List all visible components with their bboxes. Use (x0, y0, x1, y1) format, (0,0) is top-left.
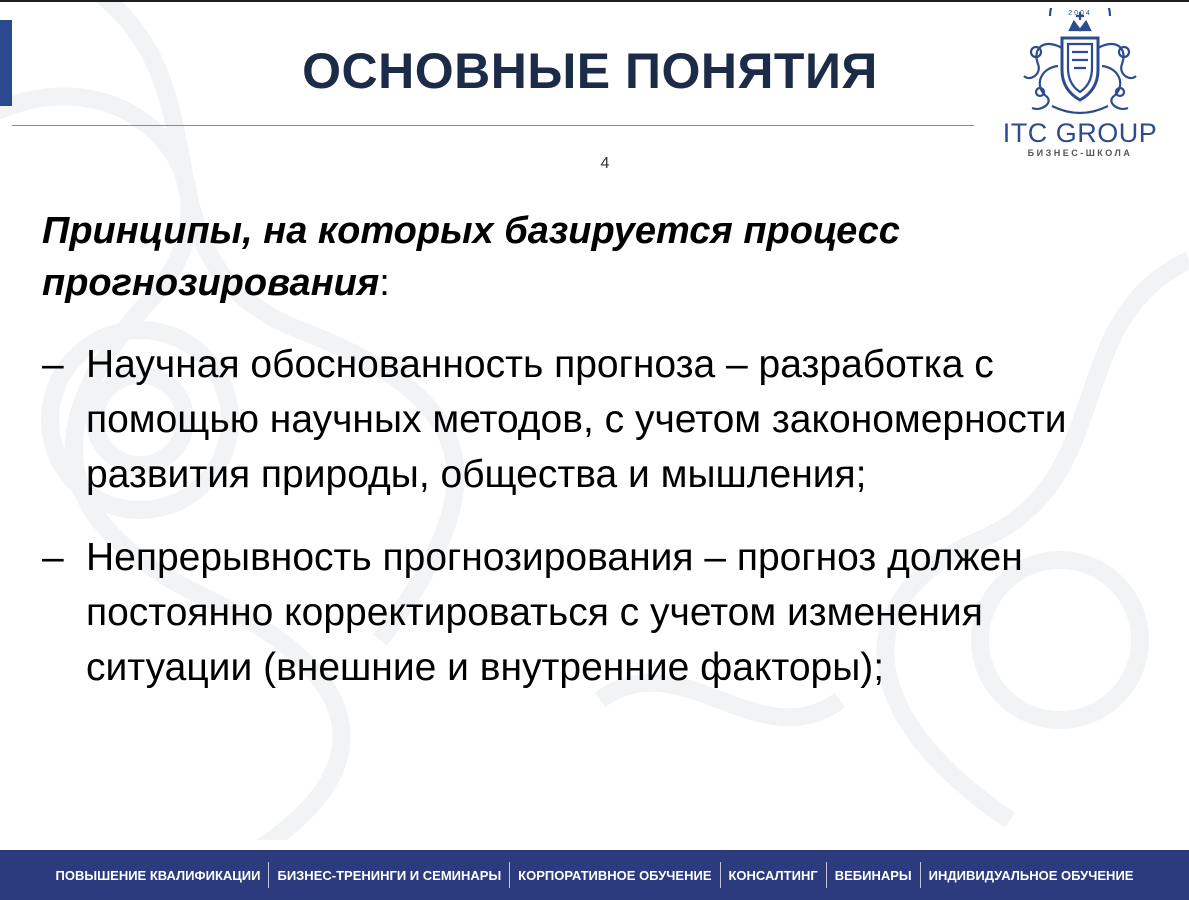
bullet-text: Научная обоснованность прогноза – разработка с помощью научных методов, с учетом закономерности развития природы, общества и мышления; (86, 343, 1067, 496)
content-heading-colon: : (379, 262, 390, 304)
page-number: 4 (600, 155, 610, 172)
footer-item-corporate[interactable]: КОРПОРАТИВНОЕ ОБУЧЕНИЕ (518, 867, 712, 883)
bullet-text: Непрерывность прогнозирования – прогноз должен постоянно корректироваться с учетом изменения ситуации (внешние и внутренние факторы); (86, 536, 1023, 689)
title-divider (12, 125, 974, 126)
logo-name: ITC GROUP (1002, 118, 1158, 148)
crest-icon (1016, 8, 1144, 118)
slide-title: ОСНОВНЫЕ ПОНЯТИЯ (302, 43, 878, 99)
logo-year: 2004 (1068, 10, 1092, 17)
content-heading (42, 205, 1152, 309)
footer-item-consulting[interactable]: КОНСАЛТИНГ (728, 867, 818, 883)
bullet-item (42, 530, 1152, 695)
top-border (0, 0, 1189, 2)
bullet-dash: – (42, 343, 64, 386)
footer-bar (0, 850, 1189, 900)
footer-item-qualification[interactable]: ПОВЫШЕНИЕ КВАЛИФИКАЦИИ (55, 867, 261, 883)
slide-content (42, 205, 1152, 723)
footer-item-individual[interactable]: ИНДИВИДУАЛЬНОЕ ОБУЧЕНИЕ (928, 867, 1134, 883)
footer-item-webinars[interactable]: ВЕБИНАРЫ (834, 867, 912, 883)
content-heading-text: Принципы, на которых базируется процесс прогнозирования (42, 210, 900, 304)
footer-item-trainings[interactable]: БИЗНЕС-ТРЕНИНГИ И СЕМИНАРЫ (277, 867, 502, 883)
logo-subtitle: БИЗНЕС-ШКОЛА (1027, 148, 1133, 158)
bullet-dash: – (42, 536, 64, 579)
title-accent-bar (0, 20, 12, 106)
bullet-item (42, 337, 1152, 502)
itc-group-logo (994, 8, 1166, 160)
